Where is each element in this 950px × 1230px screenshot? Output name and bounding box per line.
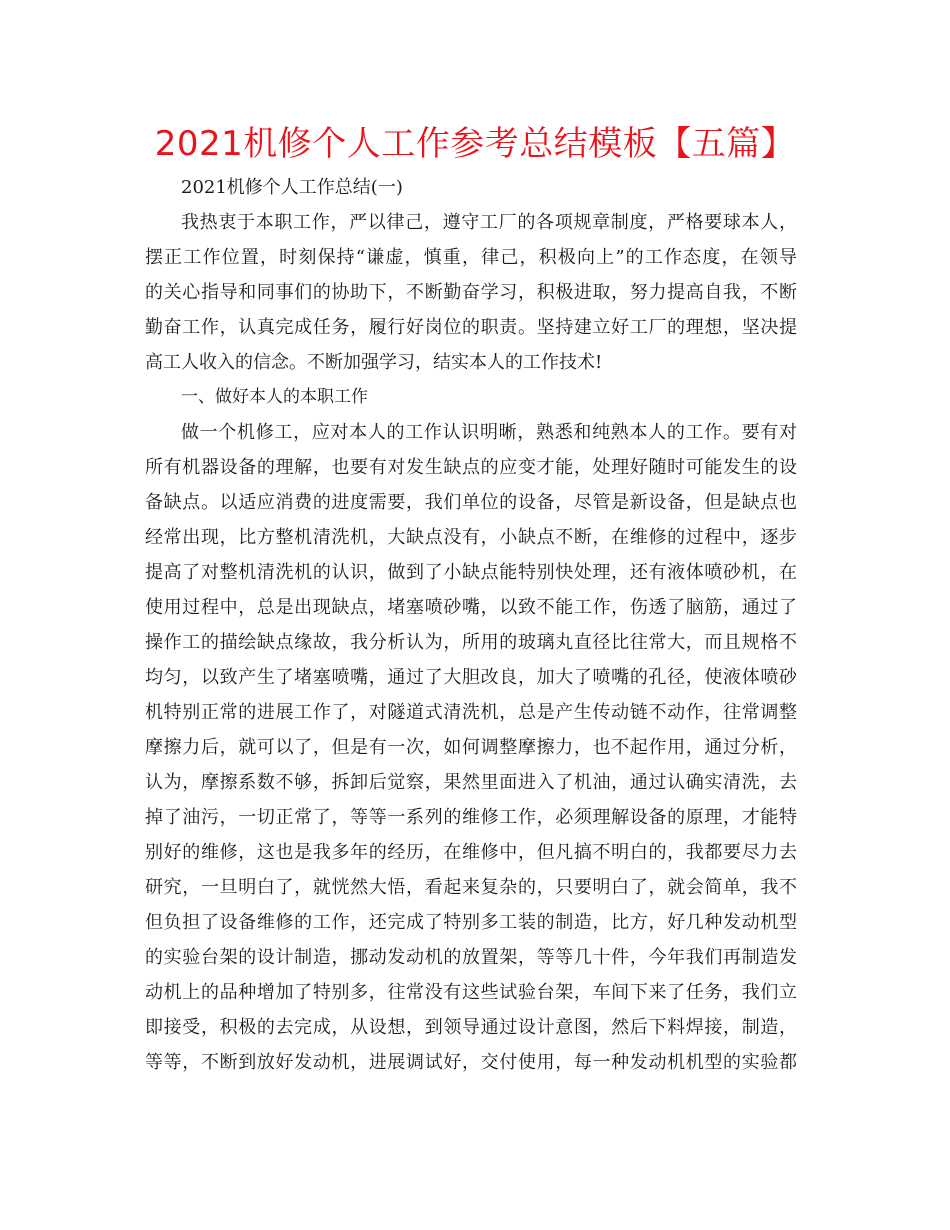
paragraph-line: 机特别正常的进展工作了，对隧道式清洗机，总是产生传动链不动作，往常调整 [145,702,797,723]
paragraph-line: 我热衷于本职工作，严以律己，遵守工厂的各项规章制度，严格要球本人， [181,212,797,233]
paragraph-line: 掉了油污，一切正常了，等等一系列的维修工作，必须理解设备的原理，才能特 [145,807,797,828]
paragraph-line: 摆正工作位置，时刻保持“谦虚，慎重，律己，积极向上”的工作态度，在领导 [145,247,797,268]
paragraph-line: 提高了对整机清洗机的认识，做到了小缺点能特别快处理，还有液体喷砂机，在 [145,562,797,583]
paragraph-line: 但负担了设备维修的工作，还完成了特别多工装的制造，比方，好几种发动机型 [145,912,797,933]
paragraph-line: 所有机器设备的理解，也要有对发生缺点的应变才能，处理好随时可能发生的设 [145,457,797,478]
paragraph-line: 等等，不断到放好发动机，进展调试好，交付使用，每一种发动机机型的实验都 [145,1052,797,1073]
paragraph-line: 研究，一旦明白了，就恍然大悟，看起来复杂的，只要明白了，就会简单，我不 [145,877,797,898]
paragraph-line: 使用过程中，总是出现缺点，堵塞喷砂嘴，以致不能工作，伤透了脑筋，通过了 [145,597,797,618]
section-heading: 2021机修个人工作总结(一) [181,177,403,198]
document-body [145,170,797,1080]
paragraph-line: 动机上的品种增加了特别多，往常没有这些试验台架，车间下来了任务，我们立 [145,982,797,1003]
paragraph-line: 勤奋工作，认真完成任务，履行好岗位的职责。坚持建立好工厂的理想，坚决提 [145,317,797,338]
paragraph-line: 高工人收入的信念。不断加强学习，结实本人的工作技术! [145,352,603,373]
paragraph-line: 认为，摩擦系数不够，拆卸后觉察，果然里面进入了机油，通过认确实清洗，去 [145,772,797,793]
paragraph-line: 经常出现，比方整机清洗机，大缺点没有，小缺点不断，在维修的过程中，逐步 [145,527,797,548]
paragraph-line: 备缺点。以适应消费的进度需要，我们单位的设备，尽管是新设备，但是缺点也 [145,492,797,513]
paragraph-line: 摩擦力后，就可以了，但是有一次，如何调整摩擦力，也不起作用，通过分析， [145,737,797,758]
paragraph-line: 均匀，以致产生了堵塞喷嘴，通过了大胆改良，加大了喷嘴的孔径，使液体喷砂 [145,667,797,688]
section-heading: 一、做好本人的本职工作 [181,387,368,407]
paragraph-line: 的实验台架的设计制造，挪动发动机的放置架，等等几十件，今年我们再制造发 [145,947,797,968]
paragraph-line: 做一个机修工，应对本人的工作认识明晰，熟悉和纯熟本人的工作。要有对 [181,422,797,443]
paragraph-line: 操作工的描绘缺点缘故，我分析认为，所用的玻璃丸直径比往常大，而且规格不 [145,632,797,653]
paragraph-line: 即接受，积极的去完成，从设想，到领导通过设计意图，然后下料焊接，制造， [145,1017,797,1038]
document-title: 2021机修个人工作参考总结模板【五篇】 [154,124,796,164]
paragraph-line: 别好的维修，这也是我多年的经历，在维修中，但凡搞不明白的，我都要尽力去 [145,842,797,863]
paragraph-line: 的关心指导和同事们的协助下，不断勤奋学习，积极进取，努力提高自我，不断 [145,282,797,303]
